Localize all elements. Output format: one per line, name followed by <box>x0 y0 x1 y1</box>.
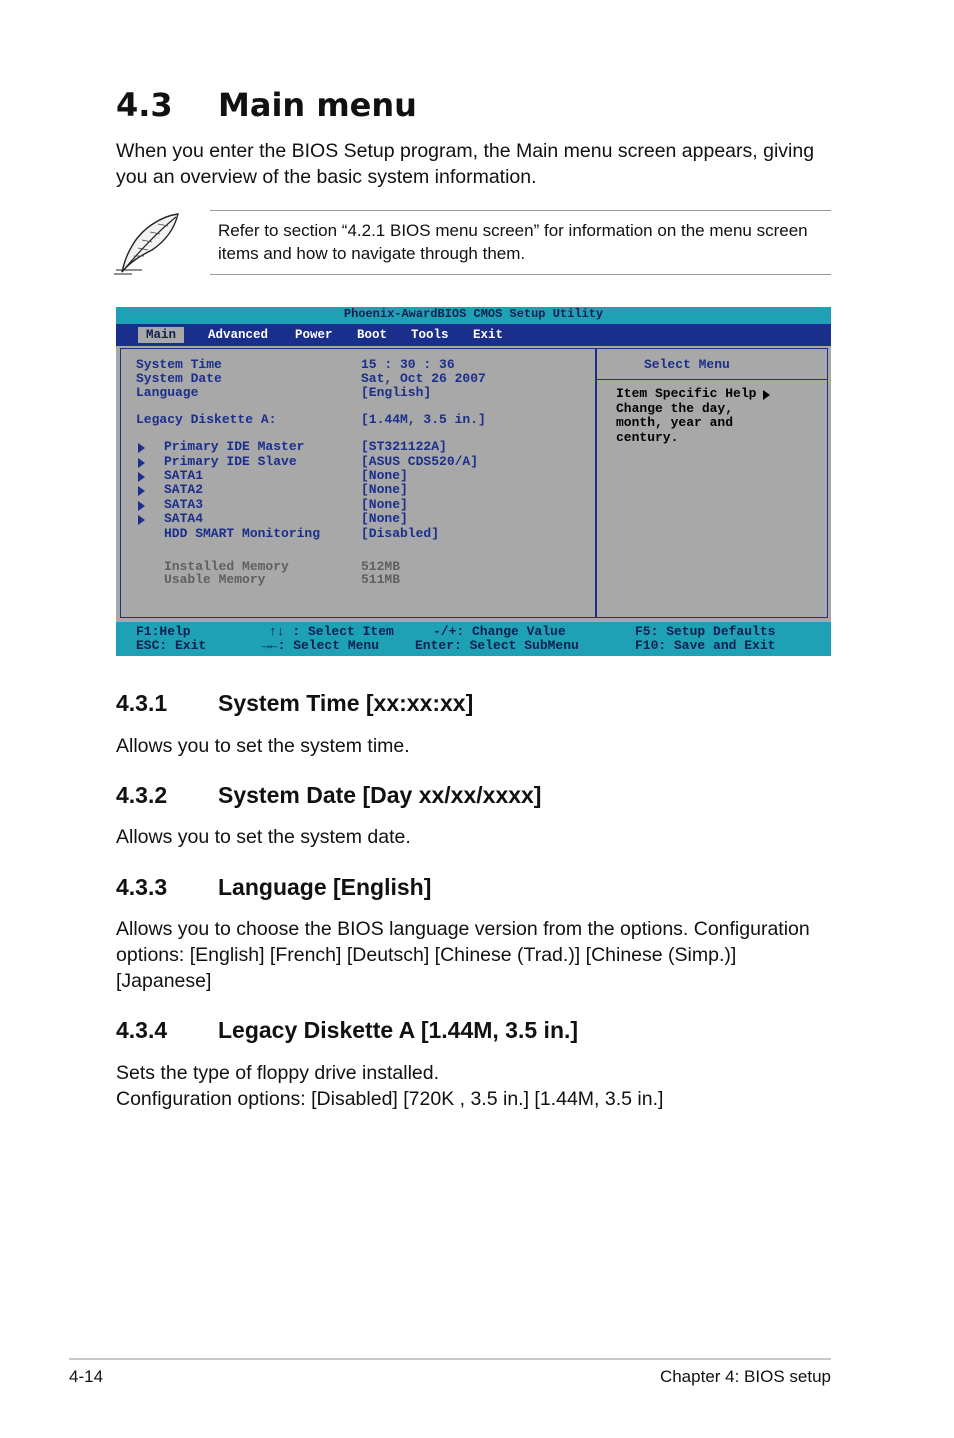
setting-label[interactable]: System Time <box>136 357 222 372</box>
info-label: Installed Memory <box>164 559 289 574</box>
section-title: System Date [Day xx/xx/xxxx] <box>218 782 542 808</box>
bios-menu-bar <box>116 324 831 346</box>
menu-exit[interactable]: Exit <box>473 328 504 342</box>
submenu-label[interactable]: SATA2 <box>164 482 204 497</box>
submenu-arrow-icon <box>138 458 145 468</box>
submenu-label[interactable]: SATA4 <box>164 511 204 526</box>
menu-tools[interactable]: Tools <box>411 328 449 342</box>
section-title: Main menu <box>218 86 417 124</box>
submenu-arrow-icon <box>138 443 145 453</box>
help-line: month, year and <box>616 415 734 430</box>
footer-key: F10: Save and Exit <box>635 638 776 653</box>
section-title: Language [English] <box>218 874 432 900</box>
section-title: System Time [xx:xx:xx] <box>218 690 474 716</box>
setting-value: [None] <box>361 511 408 526</box>
setting-value: [None] <box>361 497 408 512</box>
section-text: Sets the type of floppy drive installed. <box>116 1062 440 1084</box>
setting-value: [None] <box>361 482 408 497</box>
footer-key: F1:Help <box>136 624 191 639</box>
setting-value: [ASUS CDS520/A] <box>361 454 479 469</box>
intro-paragraph: When you enter the BIOS Setup program, the Main menu screen appears, giving you an overview of the basic system information. <box>116 140 815 188</box>
setting-label[interactable]: HDD SMART Monitoring <box>164 526 321 541</box>
footer-key: Enter: Select SubMenu <box>415 638 579 653</box>
help-line: Change the day, <box>616 401 734 416</box>
section-text: Allows you to set the system time. <box>116 735 410 757</box>
section-text: Allows you to choose the BIOS language version from the options. Configuration options: [English] [French] [Deutsch] [Chinese (Trad.)] [Chinese (Simp.)] [Japanese] <box>116 918 810 992</box>
note-box <box>210 210 831 275</box>
menu-power[interactable]: Power <box>295 328 333 342</box>
submenu-arrow-icon <box>138 515 145 525</box>
setting-value[interactable]: [1.44M, 3.5 in.] <box>361 412 486 427</box>
footer-key: -/+: Change Value <box>433 624 566 639</box>
setting-value[interactable]: [English] <box>361 385 432 400</box>
chapter-label: Chapter 4: BIOS setup <box>659 1367 831 1386</box>
info-value: 511MB <box>361 572 401 587</box>
bios-screen <box>116 307 831 656</box>
menu-advanced[interactable]: Advanced <box>208 328 269 342</box>
footer-key: F5: Setup Defaults <box>635 624 776 639</box>
submenu-arrow-icon <box>138 486 145 496</box>
section-number: 4.3.3 <box>116 874 168 900</box>
section-number: 4.3.1 <box>116 690 168 716</box>
info-label: Usable Memory <box>164 572 266 587</box>
setting-value[interactable]: Sat, Oct 26 2007 <box>361 371 486 386</box>
submenu-arrow-icon <box>138 472 145 482</box>
submenu-label[interactable]: Primary IDE Slave <box>164 454 297 469</box>
bios-settings-pane <box>120 348 596 618</box>
footer-key: ↑↓ : Select Item <box>269 624 394 639</box>
footer-key: ESC: Exit <box>136 638 207 653</box>
setting-label[interactable]: Language <box>136 385 199 400</box>
page-number: 4-14 <box>69 1367 104 1386</box>
feather-note-icon <box>112 210 184 276</box>
setting-value[interactable]: 15 : 30 : 36 <box>361 357 455 372</box>
bios-title: Phoenix-AwardBIOS CMOS Setup Utility <box>116 307 831 324</box>
submenu-arrow-icon <box>138 501 145 511</box>
help-line: century. <box>616 430 679 445</box>
info-value: 512MB <box>361 559 401 574</box>
section-text: Configuration options: [Disabled] [720K , 3.5 in.] [1.44M, 3.5 in.] <box>116 1088 664 1110</box>
submenu-label[interactable]: SATA1 <box>164 468 204 483</box>
bios-help-pane <box>596 348 828 618</box>
submenu-label[interactable]: Primary IDE Master <box>164 439 305 454</box>
submenu-label[interactable]: SATA3 <box>164 497 204 512</box>
menu-boot[interactable]: Boot <box>357 328 388 342</box>
menu-main[interactable]: Main <box>138 327 184 343</box>
setting-label[interactable]: System Date <box>136 371 222 386</box>
section-number: 4.3 <box>116 86 173 124</box>
footer-divider <box>69 1358 831 1360</box>
section-number: 4.3.2 <box>116 782 168 808</box>
help-line: Item Specific Help <box>616 386 757 401</box>
setting-value: [ST321122A] <box>361 439 447 454</box>
section-heading <box>116 874 431 901</box>
bios-footer <box>116 622 831 656</box>
footer-key: →←: Select Menu <box>262 638 380 653</box>
setting-label[interactable]: Legacy Diskette A: <box>136 412 277 427</box>
help-title: Select Menu <box>644 357 730 372</box>
section-heading <box>116 782 541 809</box>
section-number: 4.3.4 <box>116 1017 168 1043</box>
setting-value: [None] <box>361 468 408 483</box>
setting-value[interactable]: [Disabled] <box>361 526 440 541</box>
section-heading <box>116 690 473 717</box>
bios-main-area <box>120 346 827 618</box>
section-heading <box>116 1017 578 1044</box>
note-text: Refer to section “4.2.1 BIOS menu screen” for information on the menu screen items and how to navigate through them. <box>218 221 808 263</box>
help-arrow-icon <box>763 390 770 400</box>
section-text: Allows you to set the system date. <box>116 826 411 848</box>
section-title: Legacy Diskette A [1.44M, 3.5 in.] <box>218 1017 579 1043</box>
page-title <box>116 86 417 124</box>
